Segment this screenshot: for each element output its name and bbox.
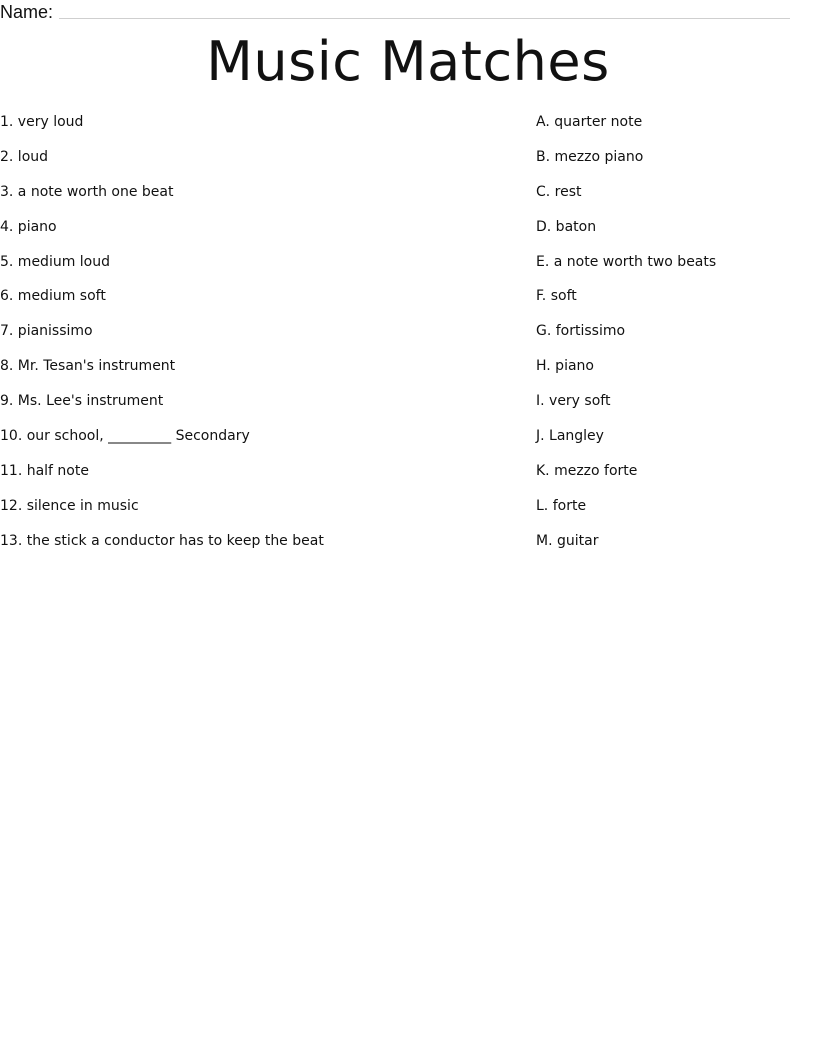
- answer-item: B. mezzo piano: [536, 148, 644, 165]
- answer-item: K. mezzo forte: [536, 462, 638, 479]
- question-item: 6. medium soft: [0, 288, 106, 305]
- answer-item: G. fortissimo: [536, 323, 626, 340]
- name-row: [0, 0, 790, 22]
- answer-item: I. very soft: [536, 393, 611, 410]
- name-writing-line[interactable]: [59, 18, 790, 19]
- answer-item: M. guitar: [536, 532, 599, 549]
- answer-item: F. soft: [536, 288, 577, 305]
- question-item: 8. Mr. Tesan's instrument: [0, 358, 176, 375]
- question-item: 1. very loud: [0, 114, 84, 130]
- answer-item: J. Langley: [536, 428, 604, 445]
- question-item: 12. silence in music: [0, 497, 139, 514]
- question-item: 7. pianissimo: [0, 323, 93, 340]
- question-item: 4. piano: [0, 218, 57, 235]
- page-title: Music Matches: [206, 30, 610, 93]
- question-item: 13. the stick a conductor has to keep the beat: [0, 532, 324, 549]
- answer-item: C. rest: [536, 183, 582, 200]
- answer-item: D. baton: [536, 218, 597, 235]
- question-item: 10. our school, _________ Secondary: [0, 428, 250, 445]
- question-item: 11. half note: [0, 462, 89, 479]
- answer-item: E. a note worth two beats: [536, 253, 717, 270]
- name-label: Name:: [0, 2, 54, 22]
- answer-item: H. piano: [536, 358, 594, 375]
- answer-item: A. quarter note: [536, 114, 643, 130]
- question-item: 5. medium loud: [0, 253, 111, 270]
- question-item: 9. Ms. Lee's instrument: [0, 393, 164, 410]
- question-item: 2. loud: [0, 148, 49, 165]
- answer-item: L. forte: [536, 497, 587, 514]
- questions-list: [0, 110, 500, 564]
- answers-list: [536, 110, 806, 564]
- question-item: 3. a note worth one beat: [0, 183, 174, 200]
